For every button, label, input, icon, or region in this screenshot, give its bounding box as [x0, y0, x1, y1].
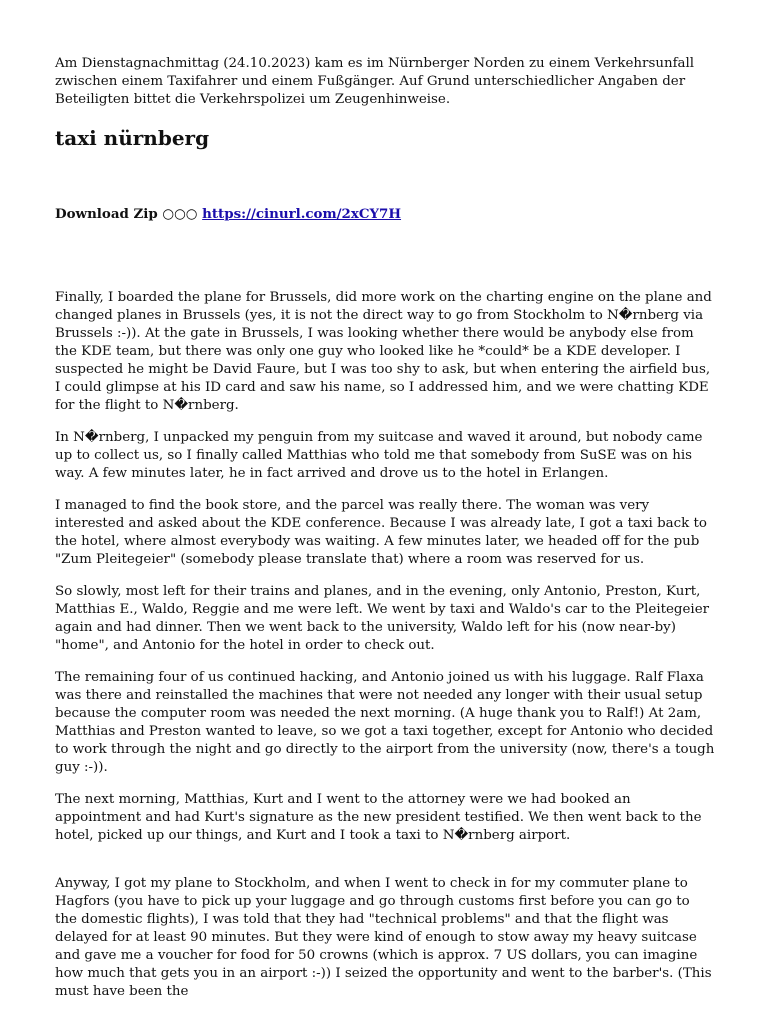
download-link[interactable]: https://cinurl.com/2xCY7H: [202, 206, 402, 222]
body-paragraph: In N�rnberg, I unpacked my penguin from my suitcase and waved it around, but nobody came up to collect us, so I finally called Matthias who told me that somebody from SuSE was on his way. A few minutes later, he in fact arrived and drove us to the hotel in Erlangen.: [55, 430, 703, 481]
document-page: [55, 55, 715, 1015]
body-paragraph: The next morning, Matthias, Kurt and I went to the attorney were we had booked an appointment and had Kurt's signature as the new president testified. We then went back to the hotel, picked up our things, and Kurt and I took a taxi to N�rnberg airport.: [55, 792, 702, 843]
body-paragraph: So slowly, most left for their trains and planes, and in the evening, only Antonio, Preston, Kurt, Matthias E., Waldo, Reggie and me were left. We went by taxi and Waldo's car to the Pleitegeier again and had dinner. Then we went back to the university, Waldo left for his (now near-by) "home", and Antonio for the hotel in order to check out.: [55, 584, 710, 653]
page-title: taxi nürnberg: [55, 126, 210, 150]
body-paragraph: The remaining four of us continued hacking, and Antonio joined us with his luggage. Ralf Flaxa was there and reinstalled the machines that were not needed any longer with their usual setup because the computer room was needed the next morning. (A huge thank you to Ralf!) At 2am, Matthias and Preston wanted to leave, so we got a taxi together, except for Antonio who decided to work through the night and go directly to the airport from the university (now, there's a tough guy :-)).: [55, 670, 715, 775]
download-line: [55, 205, 715, 223]
body-paragraph: Anyway, I got my plane to Stockholm, and when I went to check in for my commuter plane to Hagfors (you have to pick up your luggage and go through customs first before you can go to the domestic flights), I was told that they had "technical problems" and that the flight was delayed for at least 90 minutes. But they were kind of enough to stow away my heavy suitcase and gave me a voucher for food for 50 crowns (which is approx. 7 US dollars, you can imagine how much that gets you in an airport :-)) I seized the opportunity and went to the barber's. (This must have been the: [55, 876, 712, 999]
download-label: Download Zip ○○○: [55, 206, 198, 222]
spacer: [55, 223, 715, 289]
body-paragraph: I managed to find the book store, and the parcel was really there. The woman was very interested and asked about the KDE conference. Because I was already late, I got a taxi back to the hotel, where almost everybody was waiting. A few minutes later, we headed off for the pub "Zum Pleitegeier" (somebody please translate that) where a room was reserved for us.: [55, 498, 707, 567]
intro-paragraph: Am Dienstagnachmittag (24.10.2023) kam es im Nürnberger Norden zu einem Verkehrsunfall zwischen einem Taxifahrer und einem Fußgänger. Auf Grund unterschiedlicher Angaben der Beteiligten bittet die Verkehrspolizei um Zeugenhinweise.: [55, 56, 695, 107]
body-paragraph: Finally, I boarded the plane for Brussels, did more work on the charting engine on the plane and changed planes in Brussels (yes, it is not the direct way to go from Stockholm to N�rnberg via Brussels :-)). At the gate in Brussels, I was looking whether there would be anybody else from the KDE team, but there was only one guy who looked like he *could* be a KDE developer. I suspected he might be David Faure, but I was too shy to ask, but when entering the airfield bus, I could glimpse at his ID card and saw his name, so I addressed him, and we were chatting KDE for the flight to N�rnberg.: [55, 290, 712, 413]
